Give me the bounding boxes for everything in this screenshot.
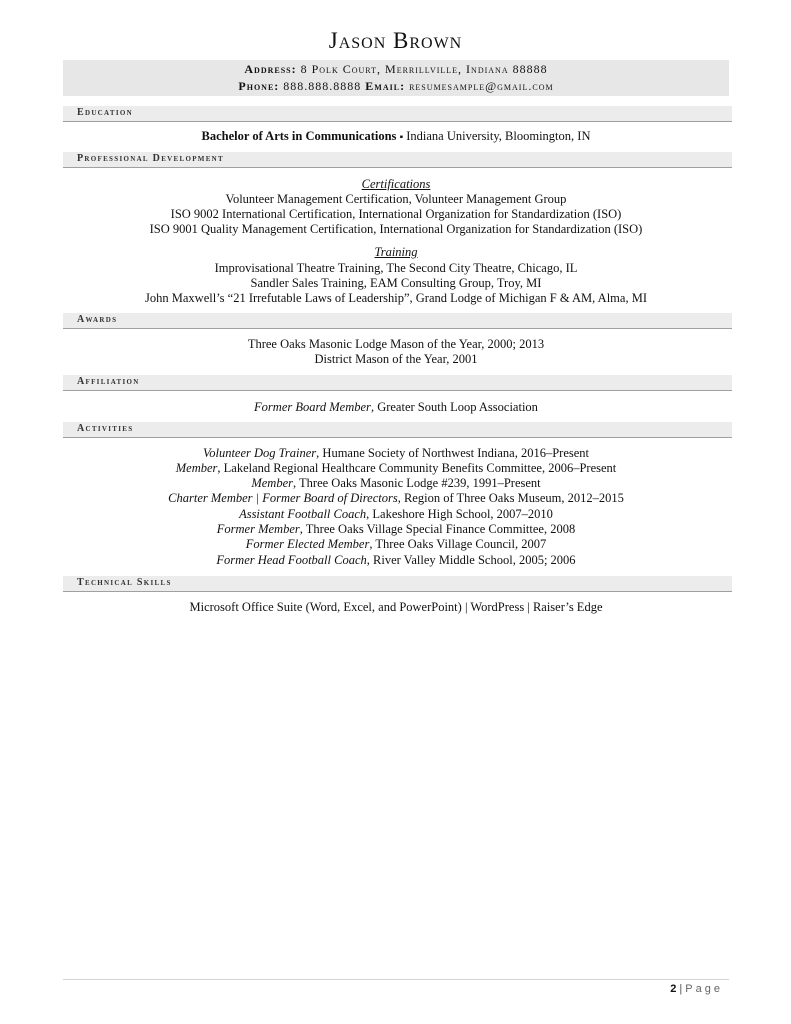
activity-detail: , Humane Society of Northwest Indiana, 2016–Present: [316, 446, 590, 460]
activity-role: Former Member: [216, 522, 300, 536]
contact-band: [63, 60, 729, 96]
affiliation-entry: [63, 400, 729, 415]
section-heading: Awards: [77, 314, 118, 325]
affiliation-role: Former Board Member: [254, 400, 371, 414]
page-number: 2: [670, 983, 677, 995]
activity-role: Volunteer Dog Trainer: [202, 446, 317, 460]
school: Indiana University, Bloomington, IN: [406, 129, 591, 143]
activity-role: Former Head Football Coach: [216, 553, 367, 567]
award-item: Three Oaks Masonic Lodge Mason of the Year, 2000; 2013: [247, 337, 545, 351]
activity-detail: , Lakeshore High School, 2007–2010: [366, 507, 553, 521]
activity-detail: , Region of Three Oaks Museum, 2012–2015: [397, 491, 624, 505]
activity-item: [63, 491, 729, 506]
footer-divider: [63, 979, 729, 980]
activity-detail: , Three Oaks Masonic Lodge #239, 1991–Present: [293, 476, 541, 490]
section-activities: [63, 422, 732, 438]
page-footer: [670, 983, 723, 995]
page-word: Page: [685, 983, 723, 995]
phone-label: Phone:: [238, 79, 280, 93]
activity-role: Charter Member | Former Board of Directors: [168, 491, 398, 505]
training-item: Sandler Sales Training, EAM Consulting Group, Troy, MI: [250, 276, 542, 290]
activity-detail: , Lakeland Regional Healthcare Community Benefits Committee, 2006–Present: [217, 461, 617, 475]
certification-item: ISO 9001 Quality Management Certification, International Organization for Standardization (ISO): [149, 222, 643, 236]
training-item: John Maxwell’s “21 Irrefutable Laws of Leadership”, Grand Lodge of Michigan F & AM, Alma, MI: [145, 291, 647, 305]
activity-item: [63, 446, 729, 461]
training-heading: Training: [374, 245, 418, 259]
activity-role: Assistant Football Coach: [239, 507, 367, 521]
activity-item: [63, 537, 729, 552]
activity-detail: , Three Oaks Village Council, 2007: [369, 537, 547, 551]
activity-item: [63, 507, 729, 522]
activity-item: [63, 553, 729, 568]
section-heading: Professional Development: [77, 153, 224, 164]
training-item: Improvisational Theatre Training, The Second City Theatre, Chicago, IL: [214, 261, 578, 275]
activity-role: Former Elected Member: [245, 537, 370, 551]
activity-item: [63, 522, 729, 537]
section-affiliation: [63, 375, 732, 391]
certifications-heading: Certifications: [361, 177, 431, 191]
education-entry: [63, 129, 729, 145]
bullet-icon: ▪: [399, 132, 404, 143]
activity-role: Member: [251, 476, 293, 490]
certification-item: ISO 9002 International Certification, International Organization for Standardization (ISO): [170, 207, 622, 221]
section-technical-skills: [63, 576, 732, 592]
section-education: [63, 106, 732, 122]
activity-role: Member: [175, 461, 218, 475]
affiliation-org: , Greater South Loop Association: [370, 400, 538, 414]
section-heading: Education: [77, 107, 133, 118]
phone-value: 888.888.8888: [283, 79, 362, 93]
technical-skills-text: Microsoft Office Suite (Word, Excel, and PowerPoint) | WordPress | Raiser’s Edge: [189, 600, 603, 614]
section-heading: Activities: [77, 423, 134, 434]
section-awards: [63, 313, 732, 329]
phone-email-line: [63, 79, 729, 94]
activity-detail: , River Valley Middle School, 2005; 2006: [366, 553, 576, 567]
certification-item: Volunteer Management Certification, Volunteer Management Group: [225, 192, 567, 206]
section-heading: Technical Skills: [77, 577, 172, 588]
email-label: Email:: [365, 79, 406, 93]
address-line: [63, 62, 729, 77]
activity-item: [63, 476, 729, 491]
award-item: District Mason of the Year, 2001: [314, 352, 478, 366]
email-value: resumesample@gmail.com: [409, 79, 554, 93]
degree: Bachelor of Arts in Communications: [201, 129, 397, 143]
section-professional-development: [63, 152, 732, 168]
footer-separator: |: [679, 983, 683, 995]
activity-item: [63, 461, 729, 476]
resume-name: Jason Brown: [328, 28, 463, 53]
activity-detail: , Three Oaks Village Special Finance Committee, 2008: [299, 522, 576, 536]
section-heading: Affiliation: [77, 376, 140, 387]
address-label: Address:: [244, 62, 297, 76]
address-value: 8 Polk Court, Merrillville, Indiana 88888: [300, 62, 548, 76]
